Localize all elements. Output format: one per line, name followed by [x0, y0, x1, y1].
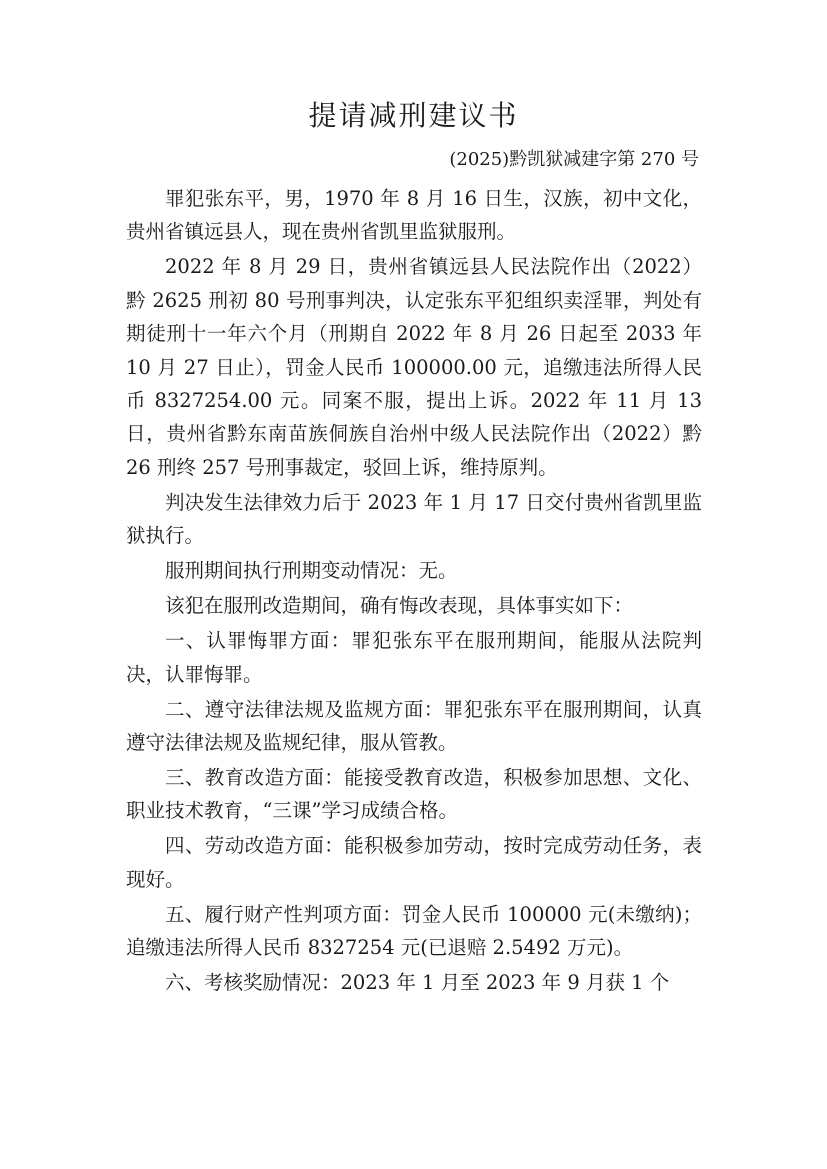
document-number: (2025)黔凯狱减建字第 270 号	[449, 149, 699, 170]
paragraph-item-4: 四、劳动改造方面：能积极参加劳动，按时完成劳动任务，表现好。	[126, 834, 702, 891]
document-body	[126, 182, 702, 1001]
paragraph-item-3: 三、教育改造方面：能接受教育改造，积极参加思想、文化、职业技术教育，“三课”学习成绩合格。	[126, 766, 702, 823]
paragraph-item-1: 一、认罪悔罪方面：罪犯张东平在服刑期间，能服从法院判决，认罪悔罪。	[126, 629, 702, 686]
paragraph-judgment: 2022 年 8 月 29 日，贵州省镇远县人民法院作出（2022）黔 2625 刑初 80 号刑事判决，认定张东平犯组织卖淫罪，判处有期徒刑十一年六个月（刑期自 2022 年 8 月 26 日起至 2033 年 10 月 27 日止），罚金人民币 100000.00 元，追缴违法所得人民币 8327254.00 元。同案不服，提出上诉。2022 年 11 月 13 日，贵州省黔东南苗族侗族自治州中级人民法院作出（2022）黔 26 刑终 257 号刑事裁定，驳回上诉，维持原判。	[126, 255, 702, 479]
paragraph-execution: 判决发生法律效力后于 2023 年 1 月 17 日交付贵州省凯里监狱执行。	[126, 490, 702, 548]
document-title: 提请减刑建议书	[308, 99, 519, 132]
paragraph-sentence-change: 服刑期间执行刑期变动情况：无。	[165, 559, 458, 583]
paragraph-repentance-intro: 该犯在服刑改造期间，确有悔改表现，具体事实如下：	[165, 594, 634, 618]
paragraph-item-2: 二、遵守法律法规及监规方面：罪犯张东平在服刑期间，认真遵守法律法规及监规纪律，服从管教。	[126, 697, 702, 755]
paragraph-item-5: 五、履行财产性判项方面：罚金人民币 100000 元(未缴纳)；追缴违法所得人民币 8327254 元(已退赔 2.5492 万元)。	[126, 902, 702, 960]
paragraph-personal-info: 罪犯张东平，男，1970 年 8 月 16 日生，汉族，初中文化，贵州省镇远县人，现在贵州省凯里监狱服刑。	[126, 187, 702, 244]
paragraph-item-6: 六、考核奖励情况：2023 年 1 月至 2023 年 9 月获 1 个	[165, 971, 670, 995]
